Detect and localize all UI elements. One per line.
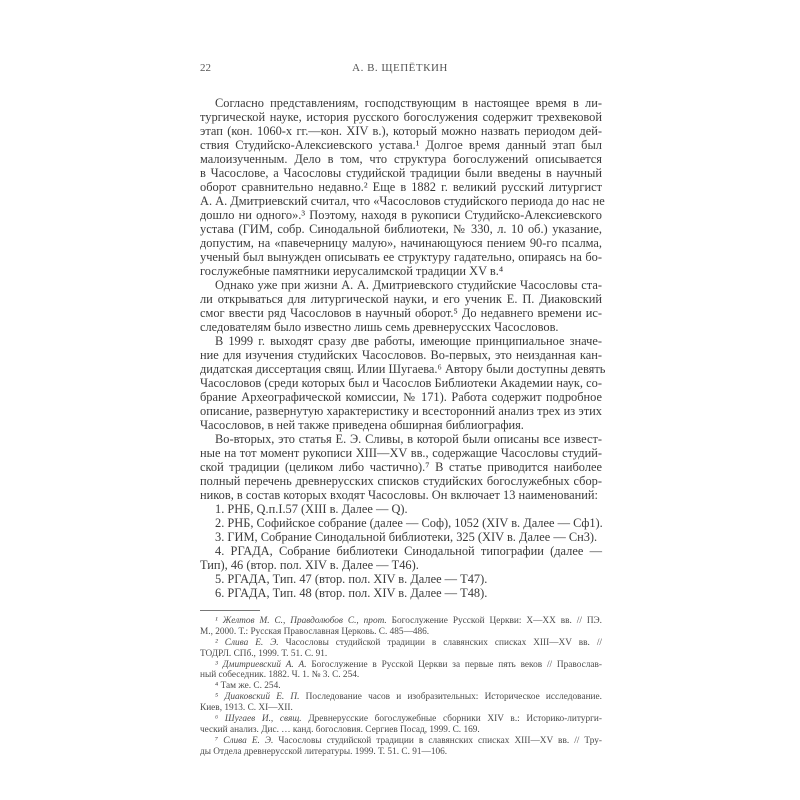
footnote-line — [200, 638, 602, 649]
body-line: ли открываться для литургической науки, и его ученик Е. П. Диаковский — [200, 292, 602, 306]
footnote-text: Часословы студийской традиции в славянских списках XIII—XV вв. // — [278, 637, 602, 648]
footnote-text: М., 2000. Т.: Русская Православная Церковь. С. 485—486. — [200, 626, 430, 637]
running-title: А. В. ЩЕПЁТКИН — [352, 62, 448, 74]
footnote-text: ды Отдела древнерусской литературы. 1999. Т. 51. С. 91—106. — [200, 746, 448, 757]
body-line: полный перечень древнерусских списков студийских богослужебных сбор- — [200, 474, 602, 488]
footnote-text: Часословы студийской традиции в славянских списках XIII—XV вв. // Тру- — [273, 735, 602, 746]
footnote-line — [200, 736, 602, 747]
footnote-line — [200, 660, 602, 671]
footnote-line — [200, 681, 602, 692]
body-line: 6. РГАДА, Тип. 48 (втор. пол. XIV в. Далее — Т48). — [215, 586, 488, 600]
body-line: оборот сравнительно недавно.² Еще в 1882 г. великий русский литургист — [200, 180, 602, 194]
body-line: 2. РНБ, Софийское собрание (далее — Соф), 1052 (XIV в. Далее — Сф1). — [215, 516, 603, 530]
footnote-author: ¹ Желтов М. С., Правдолюбов С., прот. — [215, 616, 387, 626]
footnote-line — [200, 692, 602, 703]
footnote-author: ⁵ Диаковский Е. П. — [215, 692, 300, 703]
body-line: малоизученным. Дело в том, что структура богослужений описывается — [200, 152, 602, 166]
footnote-text: ⁴ Там же. С. 254. — [215, 681, 281, 692]
body-line: Согласно представлениям, господствующим в настоящее время в ли- — [215, 96, 602, 110]
page-number: 22 — [200, 62, 211, 74]
footnote-text: ТОДРЛ. СПб., 1999. Т. 51. С. 91. — [200, 648, 328, 659]
footnote-line — [200, 649, 602, 660]
body-line: смог ввести ряд Часословов в научный оборот.⁵ До недавнего времени ис- — [200, 306, 602, 320]
body-line: этап (кон. 1060-х гг.—кон. XIV в.), который можно назвать периодом дей- — [200, 124, 602, 138]
footnote-line — [200, 725, 602, 736]
footnote-line — [200, 703, 602, 714]
body-line: ствия Студийско-Алексиевского устава.¹ Долгое время данный этап был — [200, 138, 602, 152]
footnote-text: Богослужение Русской Церкви: X—XX вв. // ПЭ. — [386, 616, 603, 626]
body-line: ученый был вынужден описывать ее структуру гадательно, опираясь на бо- — [200, 250, 602, 264]
body-line: 3. ГИМ, Собрание Синодальной библиотеки, 325 (XIV в. Далее — Сн3). — [215, 530, 598, 544]
body-line: следователям было известно лишь семь древнерусских Часословов. — [200, 320, 559, 334]
body-line: дошло ни одного».³ Поэтому, находя в рукописи Студийско-Алексиевского — [200, 208, 602, 222]
footnotes — [200, 616, 602, 758]
footnote-author: ² Слива Е. Э. — [215, 637, 279, 648]
body-line: Во-вторых, это статья Е. Э. Сливы, в которой были описаны все извест- — [215, 432, 602, 446]
body-line: 5. РГАДА, Тип. 47 (втор. пол. XIV в. Далее — Т47). — [215, 572, 488, 586]
body-line: 1. РНБ, Q.п.I.57 (XIII в. Далее — Q). — [215, 502, 408, 516]
footnote-text: ческий анализ. Дис. … канд. богословия. Сергиев Посад, 1999. С. 169. — [200, 724, 480, 735]
footnote-author: ³ Дмитриевский А. А. — [215, 659, 307, 670]
footnote-text: Последование часов и изобразительных: Историческое исследование. — [299, 692, 602, 703]
footnote-line — [200, 670, 602, 681]
body-line: брание Археографической комиссии, № 171). Работа содержит подробное — [200, 390, 602, 404]
footnote-line — [200, 627, 602, 638]
body-line: гослужебные памятники иерусалимской традиции XV в.⁴ — [200, 264, 504, 278]
body-line: Часословов, в ней также приведена обширная библиография. — [200, 418, 524, 432]
footnote-text: Киев, 1913. С. XI—XII. — [200, 703, 293, 714]
body-line: тургической науке, история русского богослужения содержит трехвековой — [200, 110, 602, 124]
footnote-text: Богослужение в Русской Церкви за первые пять веков // Православ- — [306, 659, 602, 670]
body-line: ников, в состав которых входят Часословы. Он включает 13 наименований: — [200, 488, 598, 502]
body-line: ской традиции (целиком либо частично).⁷ В статье приводится наиболее — [200, 460, 602, 474]
body-line: допустим, на «павечерницу малую», начинающуюся пением 90-го псалма, — [200, 236, 602, 250]
footnote-author: ⁶ Шугаев И., свящ. — [215, 714, 302, 725]
body-line: ние для изучения студийских Часословов. Во-первых, это неизданная кан- — [200, 348, 602, 362]
footnote-line — [200, 714, 602, 725]
body-line: описание, развернутую характеристику и всесторонний анализ трех из этих — [200, 404, 602, 418]
body-line: устава (ГИМ, собр. Синодальной библиотеки, № 330, л. 10 об.) указание, — [200, 222, 602, 236]
body-line: Часословов (среди которых был и Часослов Библиотеки Академии наук, со- — [200, 376, 602, 390]
body-line: Тип), 46 (втор. пол. XIV в. Далее — Т46). — [200, 558, 419, 572]
footnote-text: ный собеседник. 1882. Ч. 1. № 3. С. 254. — [200, 670, 360, 681]
body-line: 4. РГАДА, Собрание библиотеки Синодальной типографии (далее — — [215, 544, 602, 558]
body-line: В 1999 г. выходят сразу две работы, имеющие принципиальное значе- — [215, 334, 602, 348]
body-line: в Часослове, а Часословы студийской традиции были введены в научный — [200, 166, 602, 180]
body-line: А. А. Дмитриевский считал, что «Часословов студийского периода до нас не — [200, 194, 605, 208]
body-line: Однако уже при жизни А. А. Дмитриевского студийские Часословы ста- — [215, 278, 602, 292]
body-text — [200, 96, 606, 600]
footnote-line — [200, 747, 602, 758]
footnote-line — [200, 616, 602, 627]
body-line: ные на тот момент рукописи XIII—XV вв., содержащие Часословы студий- — [200, 446, 602, 460]
footnote-text: Древнерусские богослужебные сборники XIV в.: Историко-литурги- — [301, 714, 602, 725]
footnote-author: ⁷ Слива Е. Э. — [215, 735, 274, 746]
footnote-divider — [200, 610, 260, 611]
body-line: дидатская диссертация свящ. Илии Шугаева.⁶ Автору были доступны девять — [200, 362, 606, 376]
